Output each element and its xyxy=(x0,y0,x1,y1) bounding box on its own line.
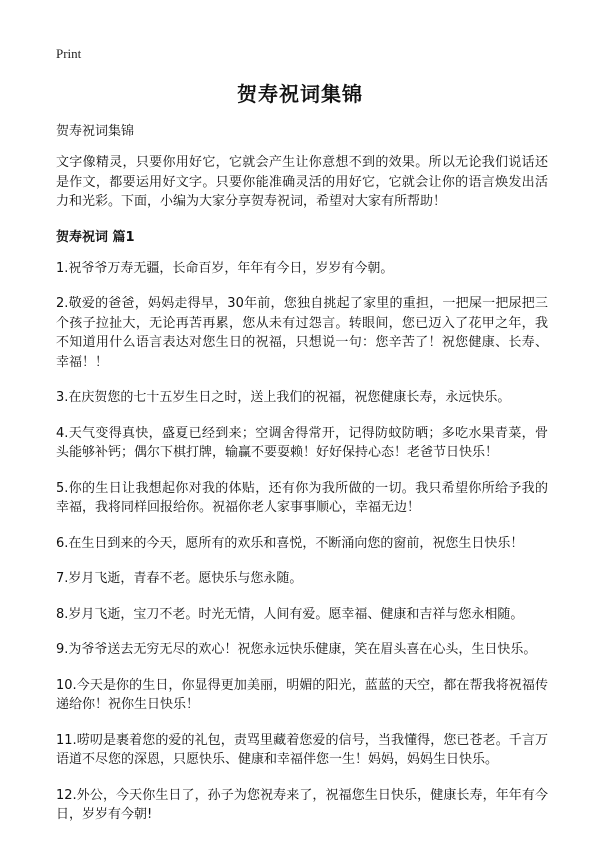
document-subtitle: 贺寿祝词集锦 xyxy=(56,124,135,139)
list-item: 7.岁月飞逝，青春不老。愿快乐与您永随。 xyxy=(56,571,303,586)
list-item: 3.在庆贺您的七十五岁生日之时，送上我们的祝福，祝您健康长寿，永远快乐。 xyxy=(56,390,511,405)
list-item: 5.你的生日让我想起你对我的体贴，还有你为我所做的一切。我只希望你所给予我的幸福，我将同样回报给你。祝福你老人家事事顺心，幸福无边！ xyxy=(56,480,548,515)
list-item: 11.唠叨是裹着您的爱的礼包，责骂里藏着您爱的信号，当我懂得，您已苍老。千言万语道不尽您的深恩，只愿快乐、健康和幸福伴您一生！妈妈，妈妈生日快乐。 xyxy=(56,732,548,767)
list-item: 4.天气变得真快，盛夏已经到来；空调舍得常开，记得防蚊防晒；多吃水果青菜，骨头能够补钙；偶尔下棋打牌，输赢不要耍赖！好好保持心态！老爸节日快乐！ xyxy=(56,425,548,460)
list-item: 8.岁月飞逝，宝刀不老。时光无情，人间有爱。愿幸福、健康和吉祥与您永相随。 xyxy=(56,606,524,622)
list-item: 10.今天是你的生日，你显得更加美丽，明媚的阳光，蓝蓝的天空，都在帮我将祝福传递给你！祝你生日快乐！ xyxy=(56,677,548,712)
section-heading: 贺寿祝词 篇1 xyxy=(56,229,135,245)
list-item: 12.外公，今天你生日了，孙子为您祝寿来了，祝福您生日快乐，健康长寿，年年有今日，岁岁有今朝! xyxy=(56,787,548,822)
list-item: 6.在生日到来的今天，愿所有的欢乐和喜悦，不断涌向您的窗前，祝您生日快乐！ xyxy=(56,535,524,551)
document-body xyxy=(56,122,548,841)
intro-paragraph: 文字像精灵，只要你用好它，它就会产生让你意想不到的效果。所以无论我们说话还是作文，都要运用好文字。只要你能准确灵活的用好它，它就会让你的语言焕发出活力和光彩。下面，小编为大家分享贺寿祝词，希望对大家有所帮助！ xyxy=(56,155,548,209)
list-item: 2.敬爱的爸爸，妈妈走得早，30年前，您独自挑起了家里的重担，一把屎一把尿把三个孩子拉扯大，无论再苦再累，您从未有过怨言。转眼间，您已迈入了花甲之年，我不知道用什么语言表达对您生日的祝福，只想说一句：您辛苦了！祝您健康、长寿、幸福！！ xyxy=(56,296,548,370)
list-item: 9.为爷爷送去无穷无尽的欢心！祝您永远快乐健康，笑在眉头喜在心头，生日快乐。 xyxy=(56,642,537,657)
print-link[interactable]: Print xyxy=(56,46,82,61)
list-item: 1.祝爷爷万寿无疆，长命百岁，年年有今日，岁岁有今朝。 xyxy=(56,260,394,276)
document-title: 贺寿祝词集锦 xyxy=(237,82,363,106)
